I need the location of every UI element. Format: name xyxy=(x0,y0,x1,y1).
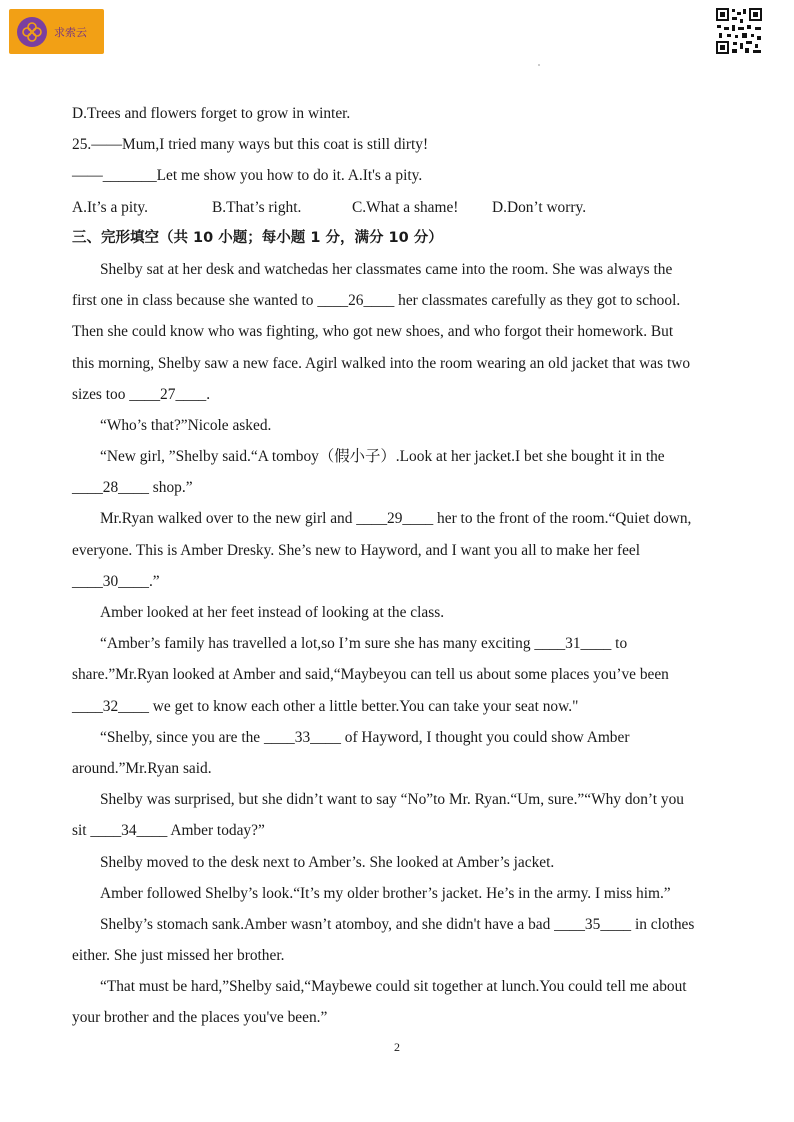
passage-line: “Shelby, since you are the ____33____ of Hayword, I thought you could show Amber xyxy=(100,728,630,746)
passage-line: “Amber’s family has travelled a lot,so I’m sure she has many exciting ____31____ to xyxy=(100,635,628,653)
passage-line: Shelby’s stomach sank.Amber wasn’t atomboy, and she didn't have a bad ____35____ in clothes xyxy=(100,915,695,933)
passage-line: “Who’s that?”Nicole asked. xyxy=(100,416,272,434)
passage-line: Shelby moved to the desk next to Amber’s. She looked at Amber’s jacket. xyxy=(100,853,555,871)
passage-line: sit ____34____ Amber today?” xyxy=(72,822,265,840)
passage-line: Then she could know who was fighting, who got new shoes, and who forgot their homework. But xyxy=(72,323,674,341)
logo-text: 求索云 xyxy=(54,25,87,39)
passage-line: first one in class because she wanted to ____26____ her classmates carefully as they got to school. xyxy=(72,292,681,310)
qr-code-icon xyxy=(715,7,763,55)
scan-speck xyxy=(538,64,540,66)
passage-line: share.”Mr.Ryan looked at Amber and said,“Maybeyou can tell us about some places you’ve been xyxy=(72,666,669,684)
brand-logo xyxy=(9,9,104,54)
passage xyxy=(72,254,732,1034)
passage-line: this morning, Shelby saw a new face. Agirl walked into the room wearing an old jacket that was two xyxy=(72,354,691,372)
passage-line: Mr.Ryan walked over to the new girl and ____29____ her to the front of the room.“Quiet down, xyxy=(100,510,692,528)
question-line: 25.——Mum,I tried many ways but this coat is still dirty! xyxy=(72,136,429,154)
question-line: ——_______Let me show you how to do it. A.It's a pity. xyxy=(72,167,423,185)
passage-line: ____28____ shop.” xyxy=(72,479,193,497)
passage-line: Shelby sat at her desk and watchedas her classmates came into the room. She was always the xyxy=(100,260,673,278)
option-c: C.What a shame! xyxy=(352,198,459,216)
section-heading: 三、完形填空（共 10 小题；每小题 1 分，满分 10 分） xyxy=(72,229,443,246)
passage-line: “New girl, ”Shelby said.“A tomboy（假小子）.Look at her jacket.I bet she bought it in the xyxy=(100,448,665,466)
option-b: B.That’s right. xyxy=(212,198,302,216)
passage-line: Amber followed Shelby’s look.“It’s my older brother’s jacket. He’s in the army. I miss him.” xyxy=(100,884,671,902)
passage-line: your brother and the places you've been.” xyxy=(72,1009,328,1027)
option-d: D.Don’t worry. xyxy=(492,198,587,216)
passage-line: Shelby was surprised, but she didn’t want to say “No”to Mr. Ryan.“Um, sure.”“Why don’t you xyxy=(100,791,684,809)
passage-line: “That must be hard,”Shelby said,“Maybewe could sit together at lunch.You could tell me about xyxy=(100,978,687,996)
passage-line: either. She just missed her brother. xyxy=(72,947,285,965)
page-number: 2 xyxy=(394,1040,400,1054)
passage-line: sizes too ____27____. xyxy=(72,385,211,403)
passage-line: ____30____.” xyxy=(72,572,160,590)
passage-line: ____32____ we get to know each other a little better.You can take your seat now." xyxy=(72,697,579,715)
passage-line: everyone. This is Amber Dresky. She’s new to Hayword, and I want you all to make her feel xyxy=(72,541,641,559)
option-line: D.Trees and flowers forget to grow in winter. xyxy=(72,105,351,122)
passage-line: Amber looked at her feet instead of looking at the class. xyxy=(100,604,445,621)
document-body xyxy=(72,98,732,1034)
options-row xyxy=(72,192,732,223)
clover-icon xyxy=(17,17,47,47)
option-a: A.It’s a pity. xyxy=(72,198,148,216)
passage-line: around.”Mr.Ryan said. xyxy=(72,759,212,777)
